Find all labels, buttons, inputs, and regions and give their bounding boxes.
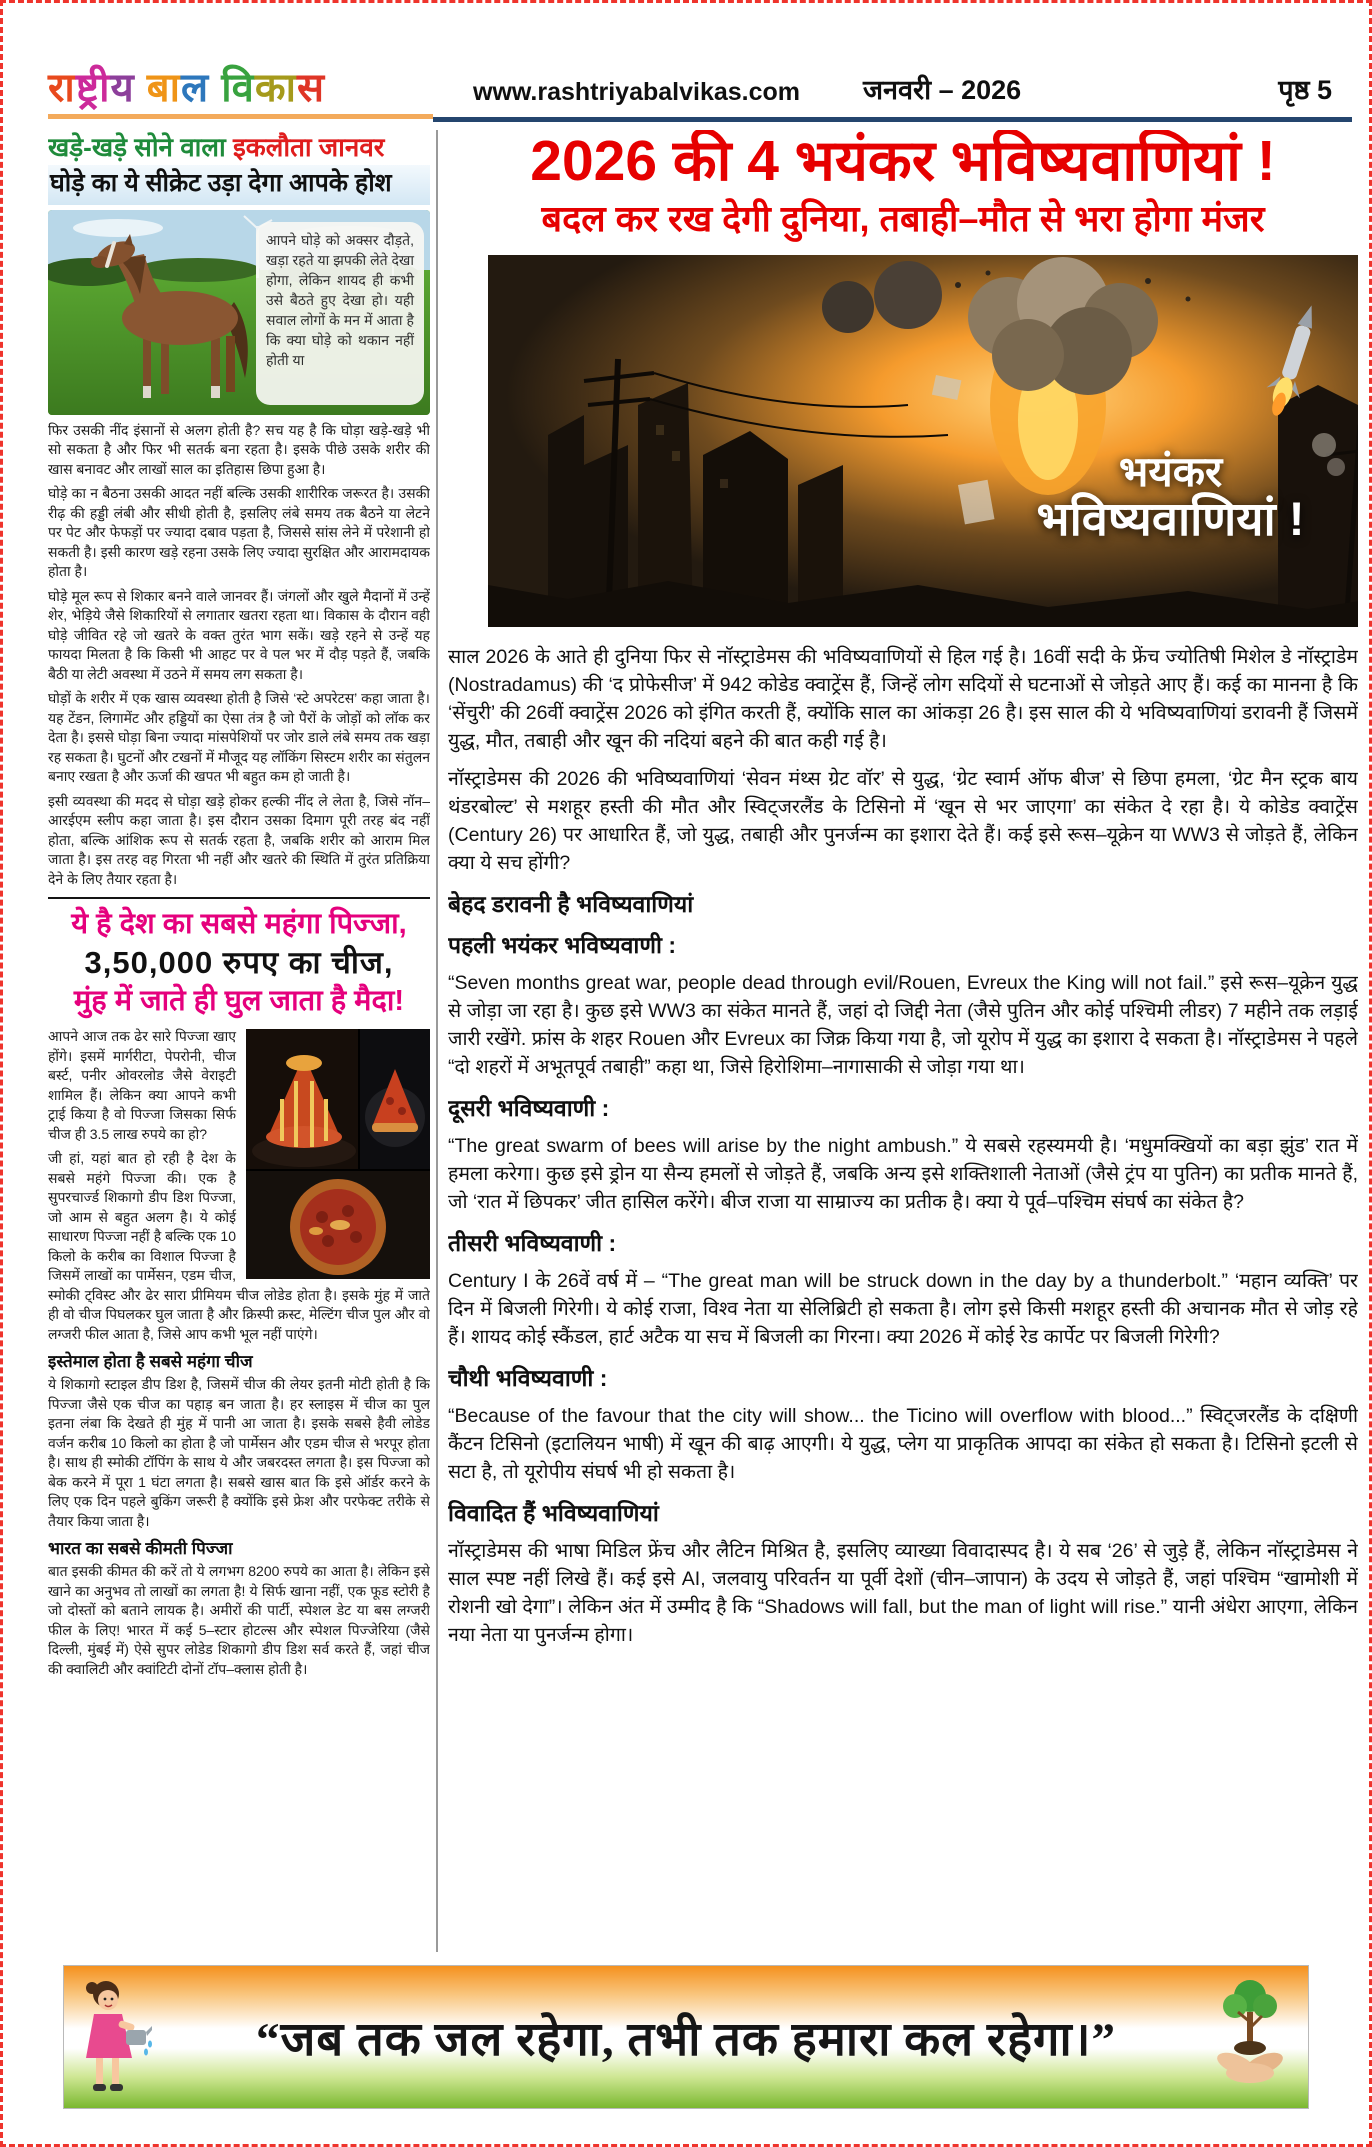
deep-dish-slice-photo [360,1029,430,1169]
column-divider [436,130,438,1952]
horse-paragraph: घोड़े मूल रूप से शिकार बनने वाले जानवर हैं। जंगलों और खुले मैदानों में उन्हें शेर, भेड़िये जैसे शिकारियों से लगातार खतरा रहता था। विकास के दौरान वही घोड़े जीवित रहे जो खतरे के वक्त तुरंत भाग सकें। खड़े रहने से उन्हें यह फायदा मिलता है कि किसी भी आहट पर वे पल भर में दौड़ पड़ते हैं, जबकि बैठी या लेटी अवस्था में उठने में समय लग सकता है। [48,587,430,682]
pizza-paragraph: आपने आज तक ढेर सारे पिज्जा खाए होंगे। इसमें मार्गरीटा, पेपरोनी, चीज बर्स्ट, पनीर ओवरलोड जैसे वेराइटी शामिल हैं। लेकिन क्या आपने कभी ट्राई किया है वो पिज्जा जिसका सिर्फ चीज ही 3.5 लाख रुपये का हो? [48,1028,236,1142]
logo-part: वि [221,66,255,110]
horse-paragraph: इसी व्यवस्था की मदद से घोड़ा खड़े होकर हल्की नींद ले लेता है, जिसे नॉन–आरईएम स्लीप कहा जाता है। इस दौरान उसका दिमाग पूरी तरह बंद नहीं होता, बल्कि आंशिक रूप से सतर्क रहता है, जबकि शरीर को आराम मिल जाता है। इस तरह वह गिरता भी नहीं और खतरे की स्थिति में तुरंत प्रतिक्रिया देने के लिए तैयार रहता है। [48,792,430,887]
prediction-paragraph: Century I के 26वें वर्ष में – “The great man will be struck down in the day by a thunderbolt.” ‘महान व्यक्ति’ पर दिन में बिजली गिरेगी। ये कोई राजा, विश्व नेता या सेलिब्रिटी हो सकता है। लोग इसे किसी मशहूर हस्ती की अचानक मौत से जोड़ रहे हैं। शायद कोई स्कैंडल, हार्ट अटैक या सच में बिजली का गिरना। क्या 2026 में कोई रेड कार्पेट पर बिजली गिरेगी? [448,1270,1358,1349]
article-separator [48,897,430,899]
horse-headline [48,130,430,165]
pizza-headline-line2: 3,50,000 रुपए का चीज, [84,944,394,980]
tree-in-hands-illustration [1208,1976,1292,2094]
prediction-subheading: बेहद डरावनी है भविष्यवाणियां [448,891,694,918]
overlay-line1: भयंकर [1118,447,1223,495]
cartoon-girl-illustration [74,1978,152,2096]
pizza-headline-line3: मुंह में जाते ही घुल जाता है मैदा! [73,984,405,1017]
pizza-paragraph: ये शिकागो स्टाइल डीप डिश है, जिसमें चीज की लेयर इतनी मोटी होती है कि पिज्जा जैसे एक चीज का पहाड़ बन जाता है। हर स्लाइस में चीज का पुल इतना लंबा कि देखते ही मुंह में पानी आ जाता है। इसके सबसे हैवी लोडेड वर्जन करीब 10 किलो का होता है जो पार्मेसन और एडम चीज से भरपूर होता है। साथ ही स्मोकी टॉपिंग के साथ ये और जबरदस्त लगता है। इस पिज्जा को बेक करने में पूरा 1 घंटा लगता है। सबसे खास बात कि इसे ऑर्डर करने के लिए एक दिन पहले बुकिंग जरूरी है क्योंकि इसे फ्रेश और परफेक्ट तरीके से तैयार किया जाता है। [48,1376,430,1529]
logo-part: य [110,66,147,110]
newspaper-logo [48,68,433,119]
pizza-paragraph: जी हां, यहां बात हो रही है देश के सबसे महंगे पिज्जा की। एक है सुपरचार्ज्ड शिकागो डीप डिश पिज्जा, जो आम से बहुत अलग है। ये कोई साधारण पिज्जा नहीं है बल्कि एक 10 किलो के करीब का विशाल पिज्जा है जिसमें लाखों का पार्मेसन, एडम चीज, स्मोकी ट्विस्ट और ढेर सारा प्रीमियम चीज लोडेड होता है। इसके मुंह में जाते ही वो चीज पिघलकर घुल जाता है और क्रिस्पी क्रस्ट, मेल्टिंग चीज पुल और वो लग्जरी फील आता है, जिसे आप कभी भूल नहीं पाएंगे। [48,1150,430,1342]
prediction-subheading: तीसरी भविष्यवाणी : [448,1230,617,1257]
horse-paragraph: फिर उसकी नींद इंसानों से अलग होती है? सच यह है कि घोड़ा खड़े-खड़े भी सो सकता है और फिर भी सतर्क बना रहता है। इसके पीछे उसके शरीर की खास बनावट और लाखों साल का इतिहास छिपा हुआ है। [48,421,430,477]
overlay-line2: भविष्यवाणियां ! [1036,492,1305,546]
round-pizza-photo [246,1171,430,1279]
horse-headline-green: खड़े-खड़े सोने वाला [48,132,226,162]
logo-part: बा [146,66,181,110]
prediction-subheading: पहली भयंकर भविष्यवाणी : [448,932,676,959]
logo-part: स [296,66,325,110]
issue-date: जनवरी – 2026 [863,75,1022,105]
prediction-subheading: दूसरी भविष्यवाणी : [448,1095,610,1122]
left-column [48,130,430,1953]
cheese-pull-slice-photo [246,1029,358,1169]
pizza-paragraph: बात इसकी कीमत की करें तो ये लगभग 8200 रुपये का आता है। लेकिन इसे खाने का अनुभव तो लाखों का लगता है! ये सिर्फ खाना नहीं, एक फूड स्टोरी है जो दोस्तों को बताने लायक है। अमीरों की पार्टी, स्पेशल डेट या बस लग्जरी फील के लिए! भारत में कई 5–स्टार होटल्स और स्पेशल पिज्जेरिया (जैसे दिल्ली, मुंबई में) ऐसे सुपर लोडेड शिकागो डीप डिश सर्व करते हैं, जहां चीज की क्वालिटी और क्वांटिटी दोनों टॉप–क्लास होती है। [48,1563,430,1677]
predictions-subheadline: बदल कर रख देगी दुनिया, तबाही–मौत से भरा होगा मंजर [541,197,1265,239]
horse-subheadline: घोड़े का ये सीक्रेट उड़ा देगा आपके होश [48,165,430,205]
predictions-headline: 2026 की 4 भयंकर भविष्यवाणियां ! [530,130,1276,193]
logo-part: का [254,66,297,110]
prediction-paragraph: “Because of the favour that the city will show... the Ticino will overflow with blood...” स्विट्जरलैंड के दक्षिणी कैंटन टिसिनो (इटालियन भाषी) में खून की बाढ़ आएगी। ये युद्ध, प्लेग या प्राकृतिक आपदा का संकेत हो सकता है। टिसिनो इटली से सटा है, तो यूरोपीय संघर्ष भी हो सकता है। [448,1405,1358,1484]
prediction-paragraph: “Seven months great war, people dead through evil/Rouen, Evreux the King will not fail.” इसे रूस–यूक्रेन युद्ध से जोड़ा जा रहा है। कुछ इसे WW3 का संकेत मानते हैं, जहां दो जिद्दी नेता (जैसे पुतिन और कोई पश्चिमी लीडर) 7 महीने तक लड़ाई जारी रखेंगे. फ्रांस के शहर Rouen और Evreux का जिक्र किया गया है, जो यूरोप में युद्ध का इशारा दे सकता है। नॉस्ट्राडेमस ने पहले “दो शहरों में अभूतपूर्व तबाही” कहा था, जिसे हिरोशिमा–नागासाकी से जोड़ा गया था। [448,972,1358,1079]
predictions-body [448,643,1358,1649]
explosion-photo [488,255,1358,627]
prediction-paragraph: नॉस्ट्राडेमस की भाषा मिडिल फ्रेंच और लैटिन मिश्रित है, इसलिए व्याख्या विवादास्पद है। ये सब ‘26’ से जुड़े हैं, लेकिन नॉस्ट्राडेमस ने साल स्पष्ट नहीं लिखे हैं। कई इसे AI, जलवायु परिवर्तन या पूर्वी देशों (चीन–जापान) के उदय से जोड़ते हैं, जहां पश्चिम “खामोशी में रोशनी खो देगा”। लेकिन अंत में उम्मीद है कि “Shadows will fall, but the man of light will rise.” यानी अंधेरा आएगा, लेकिन नया नेता या पुनर्जन्म होगा। [448,1540,1358,1647]
website-url: www.rashtriyabalvikas.com [473,78,801,106]
prediction-paragraph: “The great swarm of bees will arise by the night ambush.” ये सबसे रहस्यमयी है। ‘मधुमक्खियों का बड़ा झुंड’ रात में हमला करेगा। कुछ इसे ड्रोन या सैन्य हमलों से जोड़ते हैं, जबकि अन्य इसे शक्तिशाली नेताओं (जैसे ट्रंप या पुतिन) का प्रतीक मानते हैं, जो ‘रात में छिपकर’ जीत हासिल करेंगे। बीज राजा या साम्राज्य का प्रतीक है। क्या ये पूर्व–पश्चिम संघर्ष का संकेत है? [448,1135,1358,1214]
banner-quote: “जब तक जल रहेगा, तभी तक हमारा कल रहेगा।” [255,2014,1116,2066]
horse-photo-caption: आपने घोड़े को अक्सर दौड़ते, खड़ा रहते या झपकी लेते देखा होगा, लेकिन शायद ही कभी उसे बैठते हुए देखा हो। यही सवाल लोगों के मन में आता है कि क्या घोड़े को थकान नहीं होती या [256,222,424,405]
masthead [48,39,1352,119]
prediction-paragraph: साल 2026 के आते ही दुनिया फिर से नॉस्ट्राडेमस की भविष्यवाणियों से हिल गई है। 16वीं सदी के फ्रेंच ज्योतिषी मिशेल डे नॉस्ट्राडेम (Nostradamus) की ‘द प्रोफेसीज’ में 942 कोडेड क्वाट्रेंस हैं, जिन्हें लोग सदियों से घटनाओं से जोड़ते आए हैं। कई का मानना है कि ‘सेंचुरी’ की 26वीं क्वाट्रेंस 2026 को इंगित करती हैं, क्योंकि साल का आंकड़ा 26 है। इस साल की ये भविष्यवाणियां डरावनी हैं जिसमें युद्ध, मौत, तबाही और खून की नदियां बहने की बात कही गई है। [448,646,1358,753]
pizza-subheading: इस्तेमाल होता है सबसे महंगा चीज [48,1352,253,1372]
horse-photo [48,210,430,415]
page-number: पृष्ठ 5 [1278,75,1332,105]
logo-part: ष्ट्री [75,66,111,110]
horse-article-body [48,421,430,890]
horse-headline-red: इकलौता जानवर [225,132,385,162]
logo-part: रा [48,66,76,110]
water-conservation-banner [63,1965,1309,2109]
header-rule [433,117,1352,122]
pizza-headline-line1: ये है देश का सबसे महंगा पिज्जा, [71,908,407,941]
horse-paragraph: घोड़ों के शरीर में एक खास व्यवस्था होती है जिसे ‘स्टे अपरेटस’ कहा जाता है। यह टेंडन, लिगामेंट और हड्डियों का ऐसा तंत्र है जो पैरों के जोड़ों को लॉक कर देता है। इससे घोड़ा बिना ज्यादा मांसपेशियों पर जोर डाले लंबे समय तक खड़ा रह सकता है। घुटनों और टखनों में मौजूद यह लॉकिंग सिस्टम शरीर का संतुलन बनाए रखता है और ऊर्जा की खपत भी बहुत कम हो जाती है। [48,690,430,785]
prediction-subheading: चौथी भविष्यवाणी : [448,1365,608,1392]
pizza-photo-collage [246,1029,430,1279]
horse-paragraph: घोड़े का न बैठना उसकी आदत नहीं बल्कि उसकी शारीरिक जरूरत है। उसकी रीढ़ की हड्डी लंबी और सीधी होती है, इसलिए लंबे समय तक बैठने या लेटने पर पेट और फेफड़ों पर ज्यादा दबाव पड़ता है, जिससे सांस लेने में परेशानी हो सकती है। इसी कारण खड़े रहना उसके लिए ज्यादा सुरक्षित और आरामदायक होता है। [48,485,430,580]
pizza-article-body [48,1027,430,1679]
right-column [448,130,1358,1953]
photo-overlay-title [961,449,1358,545]
prediction-paragraph: नॉस्ट्राडेमस की 2026 की भविष्यवाणियां ‘सेवन मंथ्स ग्रेट वॉर’ से युद्ध, ‘ग्रेट स्वार्म ऑफ बीज’ से छिपा हमला, ‘ग्रेट मैन स्ट्रक बाय थंडरबोल्ट’ से मशहूर हस्ती की मौत और स्विट्जरलैंड के टिसिनो में ‘खून से भर जाएगा’ का संकेत दे रहा है। ये कोडेड क्वाट्रेंस (Century 26) पर आधारित हैं, जो युद्ध, तबाही और पुनर्जन्म का इशारा देते हैं। कई इसे रूस–यूक्रेन या WW3 से जोड़ते हैं, लेकिन क्या ये सच होंगी? [448,768,1358,875]
logo-part: ल [181,66,222,110]
prediction-subheading: विवादित हैं भविष्यवाणियां [448,1500,659,1527]
pizza-subheading: भारत का सबसे कीमती पिज्जा [48,1539,233,1559]
